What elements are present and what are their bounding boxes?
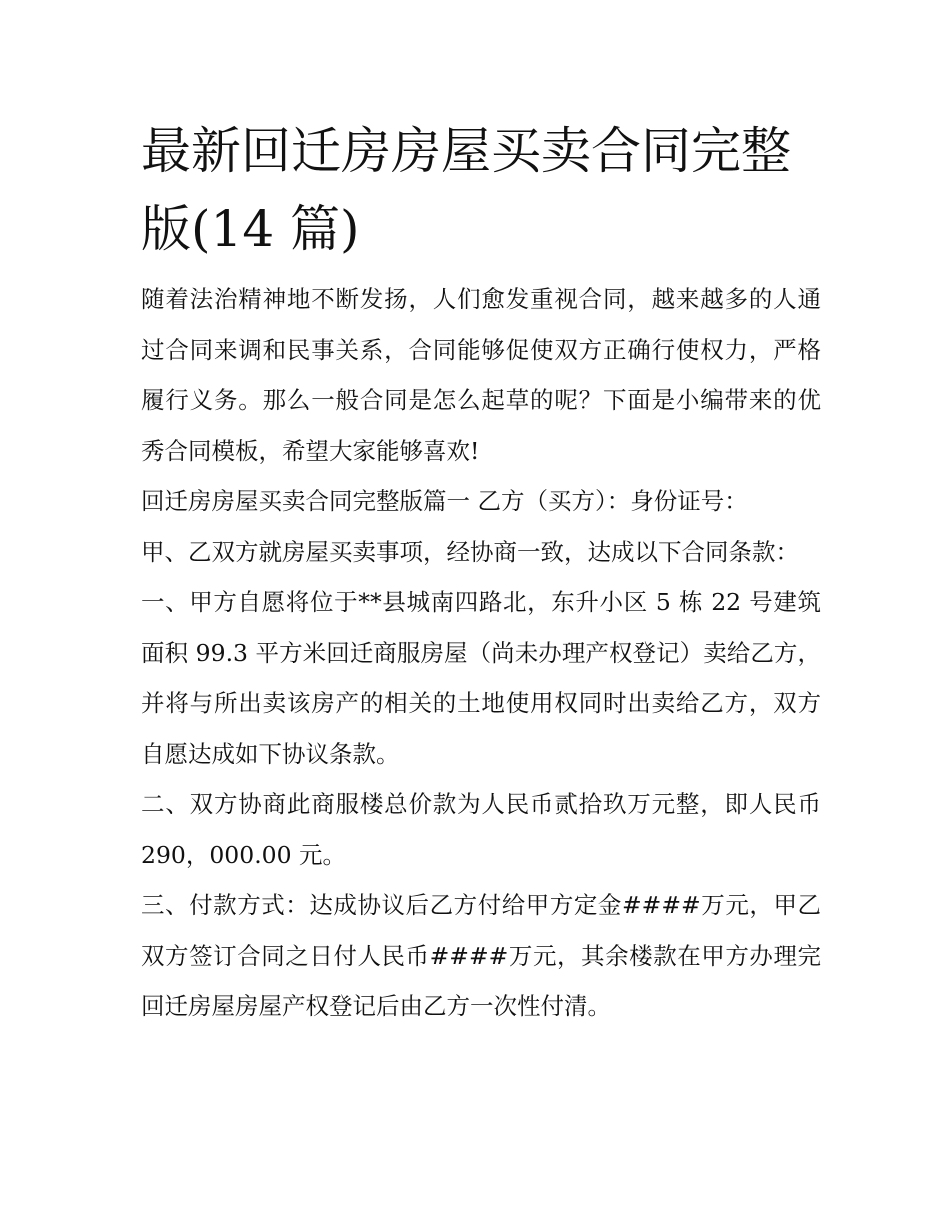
paragraph-clause-2: 二、双方协商此商服楼总价款为人民币贰拾玖万元整，即人民币 290，000.00 元。 (141, 790, 821, 869)
paragraph-clause-1: 一、甲方自愿将位于**县城南四路北，东升小区 5 栋 22 号建筑面积 99.3 平方米回迁商服房屋（尚未办理产权登记）卖给乙方，并将与所出卖该房产的相关的土地使用权同时出卖给乙方，双方自愿达成如下协议条款。 (141, 588, 821, 768)
paragraph-clause-3: 三、付款方式：达成协议后乙方付给甲方定金####万元，甲乙双方签订合同之日付人民币####万元，其余楼款在甲方办理完回迁房屋房屋产权登记后由乙方一次性付清。 (141, 891, 821, 1020)
document-content (141, 112, 821, 1032)
paragraph-section-heading: 回迁房房屋买卖合同完整版篇一 乙方（买方）：身份证号： (141, 487, 748, 515)
paragraph-agreement: 甲、乙双方就房屋买卖事项，经协商一致，达成以下合同条款： (141, 537, 799, 566)
paragraph-intro: 随着法治精神地不断发扬，人们愈发重视合同，越来越多的人通过合同来调和民事关系，合同能够促使双方正确行使权力，严格履行义务。那么一般合同是怎么起草的呢？下面是小编带来的优秀合同模板，希望大家能够喜欢! (141, 285, 821, 465)
document-title: 最新回迁房房屋买卖合同完整版(14 篇) (141, 122, 791, 258)
document-body (141, 274, 821, 1032)
